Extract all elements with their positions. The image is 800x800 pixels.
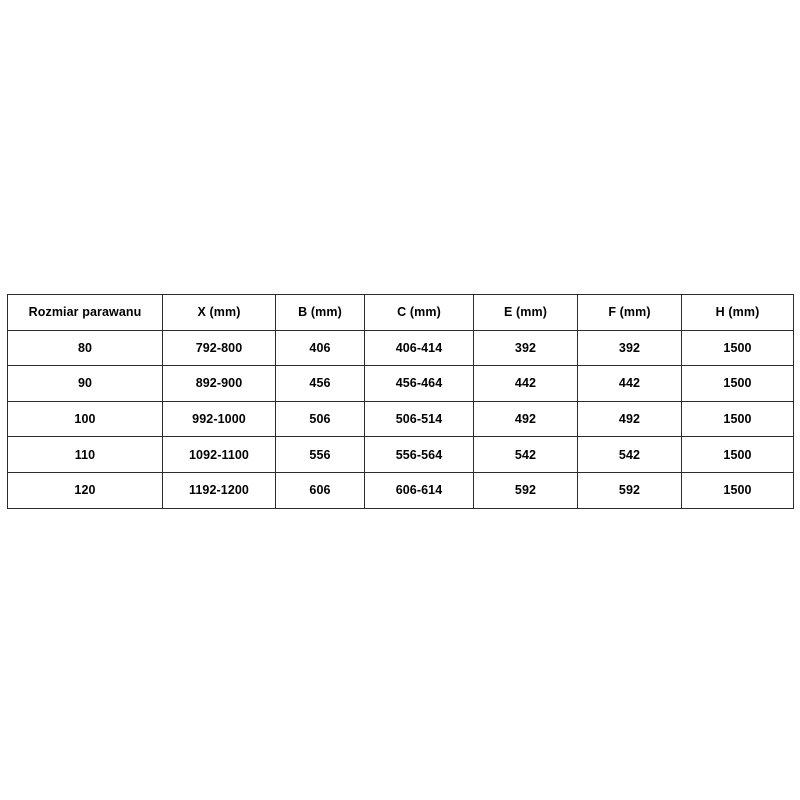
table-cell: 556 [276, 437, 365, 473]
column-header-e: E (mm) [474, 295, 578, 331]
table-cell: 492 [578, 401, 682, 437]
table-cell: 892-900 [163, 366, 276, 402]
table-cell: 392 [578, 330, 682, 366]
table-cell: 120 [8, 472, 163, 508]
column-header-c: C (mm) [365, 295, 474, 331]
table-cell: 1092-1100 [163, 437, 276, 473]
table-cell: 1192-1200 [163, 472, 276, 508]
column-header-f: F (mm) [578, 295, 682, 331]
table-cell: 606 [276, 472, 365, 508]
table-row [8, 366, 794, 402]
table-cell: 442 [578, 366, 682, 402]
table-cell: 992-1000 [163, 401, 276, 437]
table-cell: 506-514 [365, 401, 474, 437]
table-row [8, 401, 794, 437]
table-cell: 100 [8, 401, 163, 437]
table-cell: 90 [8, 366, 163, 402]
table-cell: 442 [474, 366, 578, 402]
table-cell: 792-800 [163, 330, 276, 366]
specification-table-container [7, 294, 793, 509]
table-cell: 556-564 [365, 437, 474, 473]
table-cell: 1500 [682, 472, 794, 508]
table-cell: 406 [276, 330, 365, 366]
table-cell: 456 [276, 366, 365, 402]
specification-table [7, 294, 794, 509]
table-cell: 592 [474, 472, 578, 508]
table-cell: 492 [474, 401, 578, 437]
column-header-h: H (mm) [682, 295, 794, 331]
table-cell: 80 [8, 330, 163, 366]
table-cell: 542 [578, 437, 682, 473]
table-cell: 1500 [682, 401, 794, 437]
table-cell: 1500 [682, 437, 794, 473]
table-cell: 1500 [682, 366, 794, 402]
column-header-rozmiar-parawanu: Rozmiar parawanu [8, 295, 163, 331]
table-row [8, 472, 794, 508]
table-header-row [8, 295, 794, 331]
column-header-b: B (mm) [276, 295, 365, 331]
table-cell: 392 [474, 330, 578, 366]
table-cell: 456-464 [365, 366, 474, 402]
table-cell: 542 [474, 437, 578, 473]
table-cell: 506 [276, 401, 365, 437]
table-row [8, 437, 794, 473]
table-cell: 110 [8, 437, 163, 473]
column-header-x: X (mm) [163, 295, 276, 331]
table-cell: 406-414 [365, 330, 474, 366]
table-cell: 1500 [682, 330, 794, 366]
table-row [8, 330, 794, 366]
table-cell: 606-614 [365, 472, 474, 508]
table-cell: 592 [578, 472, 682, 508]
